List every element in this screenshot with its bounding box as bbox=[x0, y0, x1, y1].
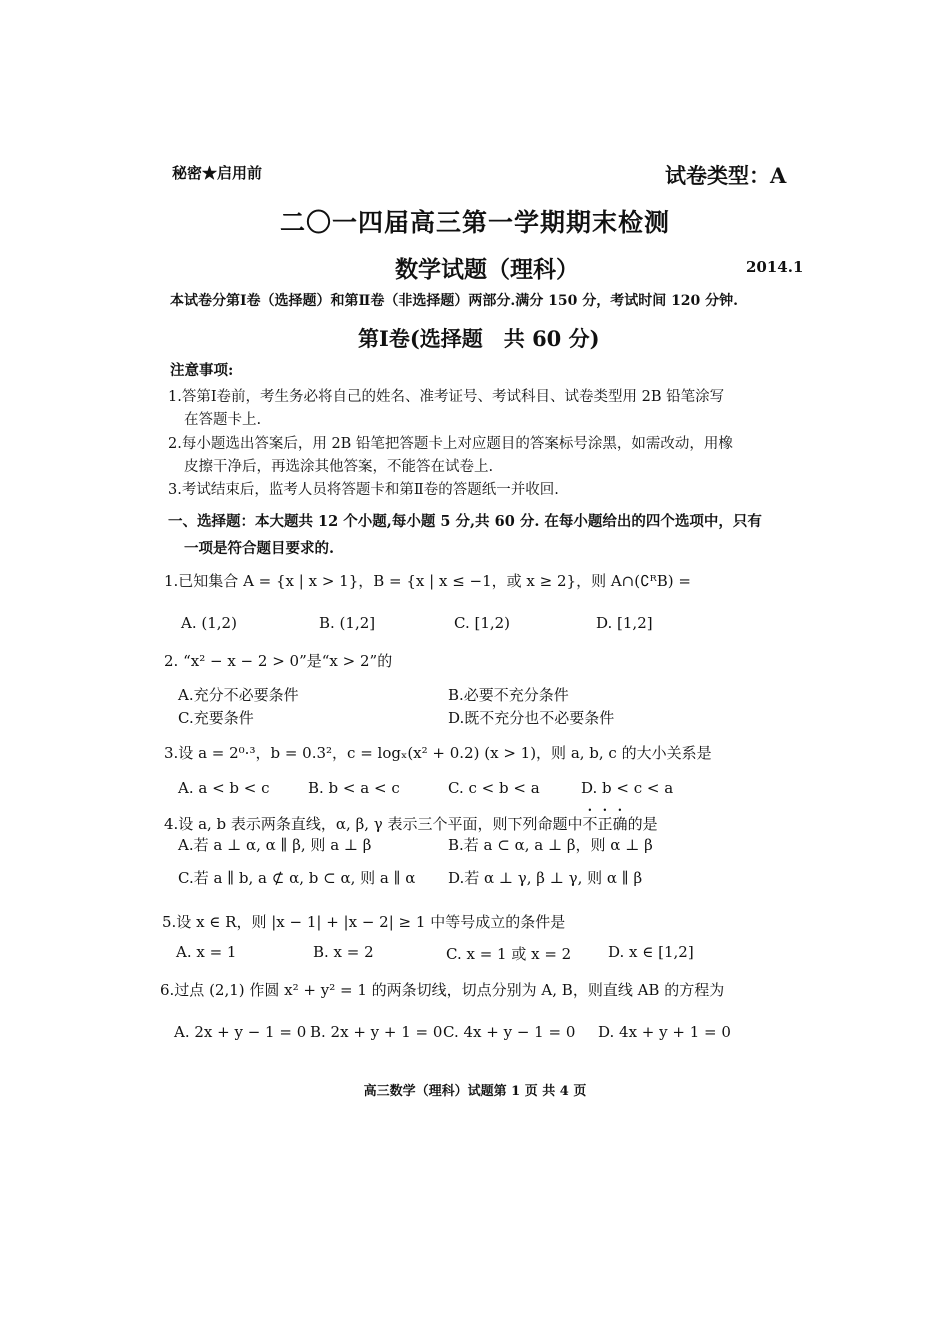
question-6-option-c: C. 4x + y − 1 = 0 bbox=[443, 1023, 576, 1041]
section-title: 第Ⅰ卷(选择题 共 60 分) bbox=[358, 326, 600, 351]
page-footer: 高三数学（理科）试题第 1 页 共 4 页 bbox=[363, 1084, 587, 1099]
question-3-option-d: D. b < c < a bbox=[581, 779, 674, 797]
question-3-option-c: C. c < b < a bbox=[448, 779, 540, 797]
question-6-option-a: A. 2x + y − 1 = 0 bbox=[174, 1023, 307, 1041]
question-4-option-d: D.若 α ⊥ γ, β ⊥ γ, 则 α ∥ β bbox=[448, 869, 643, 887]
exam-date: 2014.1 bbox=[746, 258, 804, 276]
note-2-line-1: 2.每小题选出答案后，用 2B 铅笔把答题卡上对应题目的答案标号涂黑，如需改动，用橡 bbox=[168, 436, 733, 452]
question-3-stem: 3.设 a = 2⁰·³，b = 0.3²，c = logₓ(x² + 0.2) (x > 1)，则 a, b, c 的大小关系是 bbox=[164, 744, 712, 762]
question-2-stem: 2. “x² − x − 2 > 0”是“x > 2”的 bbox=[164, 652, 393, 670]
question-6-stem: 6.过点 (2,1) 作圆 x² + y² = 1 的两条切线，切点分别为 A, B，则直线 AB 的方程为 bbox=[160, 981, 725, 999]
question-5-option-a: A. x = 1 bbox=[176, 943, 237, 961]
question-4-option-b: B.若 a ⊂ α, a ⊥ β，则 α ⊥ β bbox=[448, 836, 653, 854]
question-6-option-b: B. 2x + y + 1 = 0 bbox=[310, 1023, 443, 1041]
question-1-option-a: A. (1,2) bbox=[181, 614, 237, 632]
exam-intro: 本试卷分第Ⅰ卷（选择题）和第Ⅱ卷（非选择题）两部分.满分 150 分，考试时间 120 分钟. bbox=[170, 293, 739, 309]
question-5-option-c: C. x = 1 或 x = 2 bbox=[446, 945, 572, 963]
question-5-stem: 5.设 x ∈ R，则 |x − 1| + |x − 2| ≥ 1 中等号成立的条件是 bbox=[162, 913, 566, 931]
notes-heading: 注意事项: bbox=[170, 362, 234, 379]
question-5-option-b: B. x = 2 bbox=[313, 943, 374, 961]
question-3-option-a: A. a < b < c bbox=[178, 779, 270, 797]
question-2-option-d: D.既不充分也不必要条件 bbox=[448, 709, 615, 727]
question-4-option-c: C.若 a ∥ b, a ⊄ α, b ⊂ α, 则 a ∥ α bbox=[178, 869, 416, 887]
question-6-option-d: D. 4x + y + 1 = 0 bbox=[598, 1023, 731, 1041]
subject-title: 数学试题（理科） bbox=[395, 256, 579, 283]
question-1-option-b: B. (1,2] bbox=[319, 614, 376, 632]
note-3: 3.考试结束后，监考人员将答题卡和第Ⅱ卷的答题纸一并收回. bbox=[168, 482, 559, 498]
question-4-stem bbox=[164, 806, 658, 834]
note-2-line-2: 皮擦干净后，再选涂其他答案，不能答在试卷上. bbox=[184, 459, 494, 475]
question-5-option-d: D. x ∈ [1,2] bbox=[608, 943, 694, 961]
question-3-option-b: B. b < a < c bbox=[308, 779, 400, 797]
note-1-line-1: 1.答第Ⅰ卷前，考生务必将自己的姓名、准考证号、考试科目、试卷类型用 2B 铅笔涂写 bbox=[168, 389, 725, 405]
exam-title: 二〇一四届高三第一学期期末检测 bbox=[279, 208, 670, 237]
part1-instruction-line-1: 一、选择题：本大题共 12 个小题,每小题 5 分,共 60 分. 在每小题给出的四个选项中，只有 bbox=[168, 513, 762, 530]
question-1-option-d: D. [1,2] bbox=[596, 614, 653, 632]
question-4-stem-pre: 4.设 a, b 表示两条直线，α, β, γ 表示三个平面，则下列命题中 bbox=[164, 815, 583, 833]
note-1-line-2: 在答题卡上. bbox=[184, 412, 262, 428]
paper-type-label: 试卷类型：A bbox=[665, 163, 787, 188]
question-1-stem: 1.已知集合 A = {x | x > 1}，B = {x | x ≤ −1，或 x ≥ 2}，则 A∩(∁ᴿB) = bbox=[164, 572, 691, 590]
question-4-option-a: A.若 a ⊥ α, α ∥ β, 则 a ⊥ β bbox=[178, 836, 372, 854]
question-4-stem-post: 的是 bbox=[627, 815, 658, 833]
question-2-option-a: A.充分不必要条件 bbox=[178, 686, 299, 704]
question-2-option-b: B.必要不充分条件 bbox=[448, 686, 569, 704]
question-4-stem-emphasis: 不正确 bbox=[582, 815, 628, 833]
part1-instruction-line-2: 一项是符合题目要求的. bbox=[184, 540, 335, 557]
confidential-label: 秘密★启用前 bbox=[172, 164, 263, 182]
question-1-option-c: C. [1,2) bbox=[454, 614, 511, 632]
question-2-option-c: C.充要条件 bbox=[178, 709, 254, 727]
